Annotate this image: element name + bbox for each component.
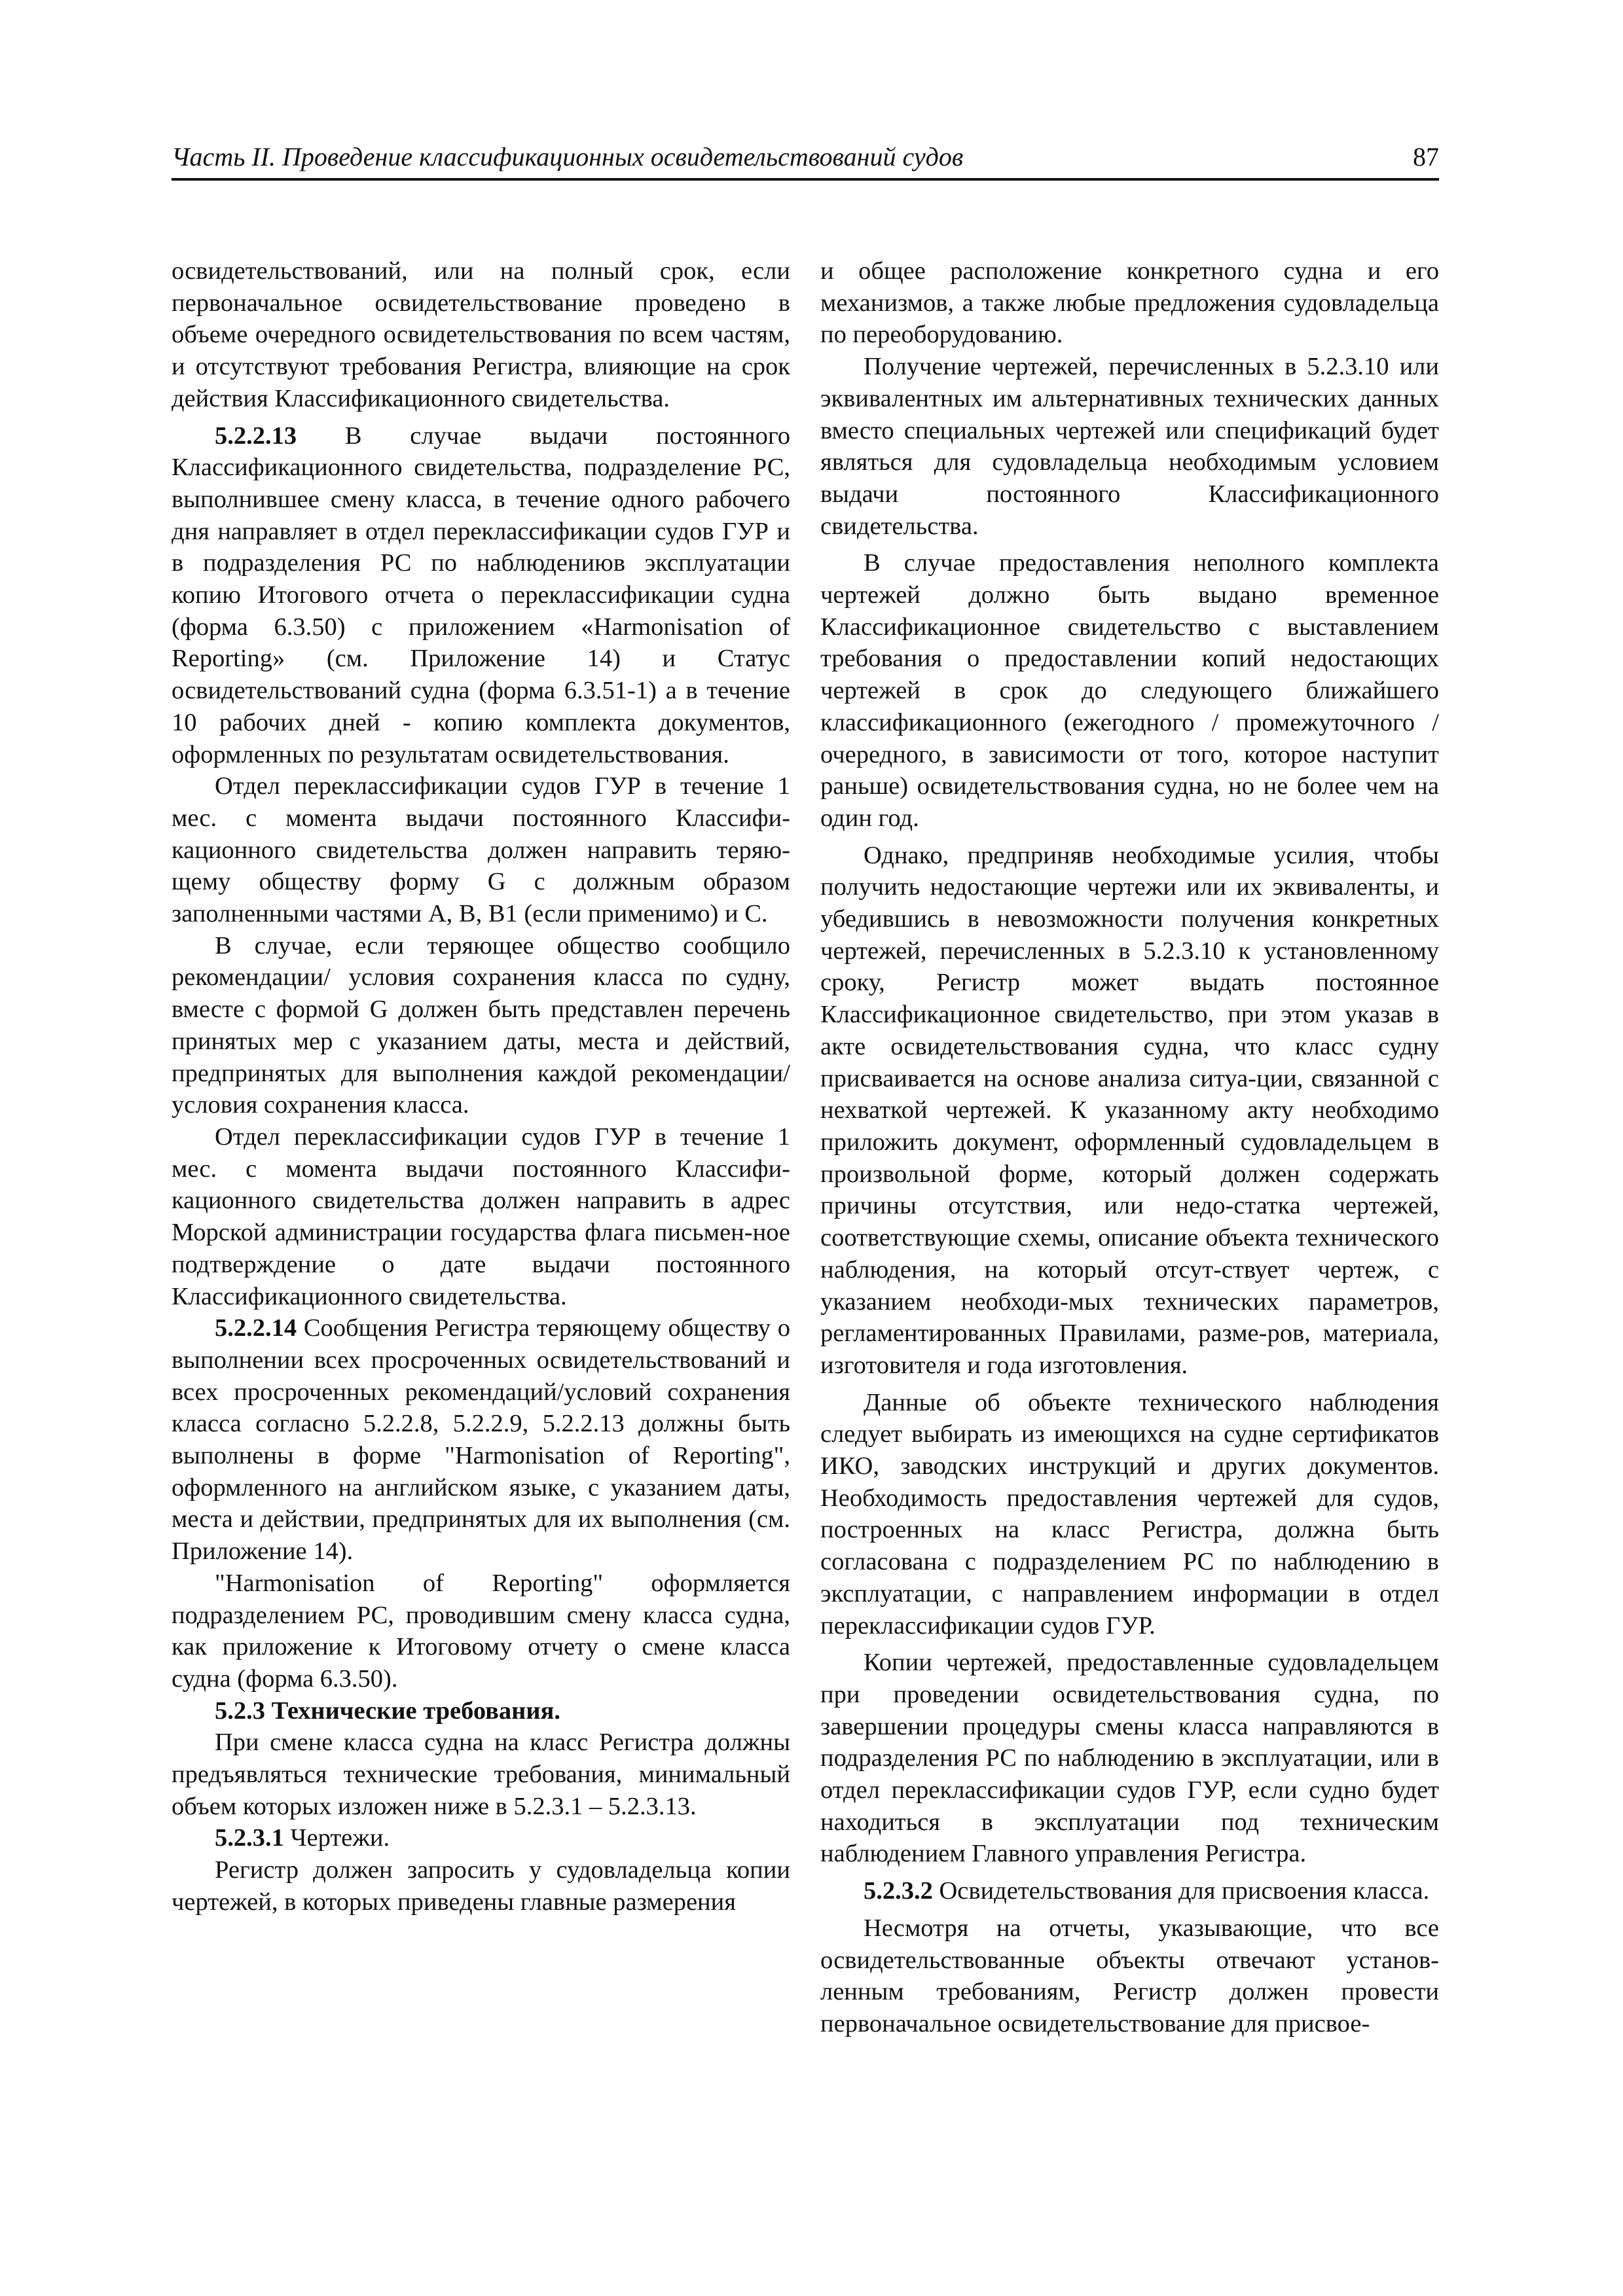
paragraph: освидетельствований, или на полный срок, если первоначальное освидетельствование проведено в объеме очередного освидетельствования по всем частям, и отсутствуют требования Регистра, влияющие на срок действия Классификационного свидетельства. xyxy=(172,257,790,412)
paragraph: Копии чертежей, предоставленные судовладельцем при проведении освидетельствования судна, по завершении процедуры смены класса направляются в подразделения РС по наблюдению в эксплуатации, или в отдел переклассификации судов ГУР, если судно будет находиться в эксплуатации под техническим наблюдением Главного управления Регистра. xyxy=(820,1649,1439,1868)
paragraph: Отдел переклассификации судов ГУР в течение 1 мес. с момента выдачи постоянного Классифи-кационного свидетельства должен направить в адрес Морской администрации государства флага письмен-ное подтверждение о дате выдачи постоянного Классификационного свидетельства. xyxy=(172,1122,790,1310)
paragraph: Получение чертежей, перечисленных в 5.2.3.10 или эквивалентных им альтернативных технических данных вместо специальных чертежей или спецификаций будет являться для судовладельца необходимым условием выдачи постоянного Классификационного свидетельства. xyxy=(820,353,1439,540)
section-number: 5.2.3.1 xyxy=(215,1824,284,1852)
paragraph-5-2-3-2: 5.2.3.2 Освидетельствования для присвоения класса. xyxy=(864,1877,1430,1905)
paragraph: В случае, если теряющее общество сообщило рекомендации/ условия сохранения класса по судну, вместе с формой G должен быть представлен перечень принятых мер с указанием даты, места и действий, предпринятых для выполнения каждой рекомендации/условия сохранения класса. xyxy=(172,931,790,1119)
paragraph: и общее расположение конкретного судна и его механизмов, а также любые предложения судовладельца по переоборудованию. xyxy=(820,257,1439,349)
left-column xyxy=(172,255,790,1918)
section-number: 5.2.3.2 xyxy=(864,1877,933,1905)
paragraph: В случае предоставления неполного комплекта чертежей должно быть выдано временное Классификационное свидетельство с выставлением требования о предоставлении копий недостающих чертежей в срок до следующего ближайшего классификационного (ежегодного / промежуточного / очередного, в зависимости от того, которое наступит раньше) освидетельствования судна, но не более чем на один год. xyxy=(820,549,1439,832)
paragraph: Отдел переклассификации судов ГУР в течение 1 мес. с момента выдачи постоянного Классифи-кационного свидетельства должен направить теряю-щему обществу форму G с должным образом заполненными частями А, В, В1 (если применимо) и С. xyxy=(172,772,790,928)
section-number: 5.2.2.14 xyxy=(215,1314,297,1342)
paragraph: При смене класса судна на класс Регистра должны предъявляться технические требования, минимальный объем которых изложен ниже в 5.2.3.1 – 5.2.3.13. xyxy=(172,1729,790,1820)
running-header xyxy=(172,139,1439,181)
paragraph: Регистр должен запросить у судовладельца копии чертежей, в которых приведены главные размерения xyxy=(172,1856,790,1916)
running-header-title: Часть II. Проведение классификационных освидетельствований судов xyxy=(172,142,964,171)
paragraph-5-2-2-14: 5.2.2.14 Сообщения Регистра теряющему обществу о выполнении всех просроченных освидетельствований и всех просроченных рекомендаций/условий сохранения класса согласно 5.2.2.8, 5.2.2.9, 5.2.2.13 должны быть выполнены в форме "Harmonisation of Reporting", оформленного на английском языке, с указанием даты, места и действии, предпринятых для их выполнения (см. Приложение 14). xyxy=(172,1314,790,1566)
page-number: 87 xyxy=(1413,142,1439,171)
right-column xyxy=(820,255,1439,2040)
section-heading-5-2-3: 5.2.3 Технические требования. xyxy=(215,1696,560,1725)
section-number: 5.2.2.13 xyxy=(215,422,297,450)
paragraph: Данные об объекте технического наблюдения следует выбирать из имеющихся на судне сертификатов ИКО, заводских инструкций и других документов. Необходимость предоставления чертежей для судов, построенных на класс Регистра, должна быть согласована с подразделением РС по наблюдению в эксплуатации, с направлением информации в отдел переклассификации судов ГУР. xyxy=(820,1388,1439,1640)
paragraph: Несмотря на отчеты, указывающие, что все освидетельствованные объекты отвечают установ-ленным требованиям, Регистр должен провести первоначальное освидетельствование для присвое- xyxy=(820,1914,1439,2037)
paragraph-5-2-2-13: 5.2.2.13 В случае выдачи постоянного Классификационного свидетельства, подразделение РС, выполнившее смену класса, в течение одного рабочего дня направляет в отдел переклассификации судов ГУР и в подразделения РС по наблюдениюв эксплуатации копию Итогового отчета о переклассификации судна (форма 6.3.50) с приложением «Harmonisation of Reporting» (см. Приложение 14) и Статус освидетельствований судна (форма 6.3.51-1) а в течение 10 рабочих дней - копию комплекта документов, оформленных по результатам освидетельствования. xyxy=(172,422,790,768)
paragraph: Однако, предприняв необходимые усилия, чтобы получить недостающие чертежи или их эквиваленты, и убедившись в невозможности получения конкретных чертежей, перечисленных в 5.2.3.10 к установленному сроку, Регистр может выдать постоянное Классификационное свидетельство, при этом указав в акте освидетельствования судна, что класс судну присваивается на основе анализа ситуа-ции, связанной с нехваткой чертежей. К указанному акту необходимо приложить документ, оформленный судовладельцем в произвольной форме, который должен содержать причины отсутствия, или недо-статка чертежей, соответствующие схемы, описание объекта технического наблюдения, на который отсут-ствует чертеж, с указанием необходи-мых технических параметров, регламентированных Правилами, разме-ров, материала, изготовителя и года изготовления. xyxy=(820,841,1439,1379)
paragraph: "Harmonisation of Reporting" оформляется подразделением РС, проводившим смену класса судна, как приложение к Итоговому отчету о смене класса судна (форма 6.3.50). xyxy=(172,1569,790,1693)
paragraph-5-2-3-1: 5.2.3.1 Чертежи. xyxy=(215,1824,390,1852)
